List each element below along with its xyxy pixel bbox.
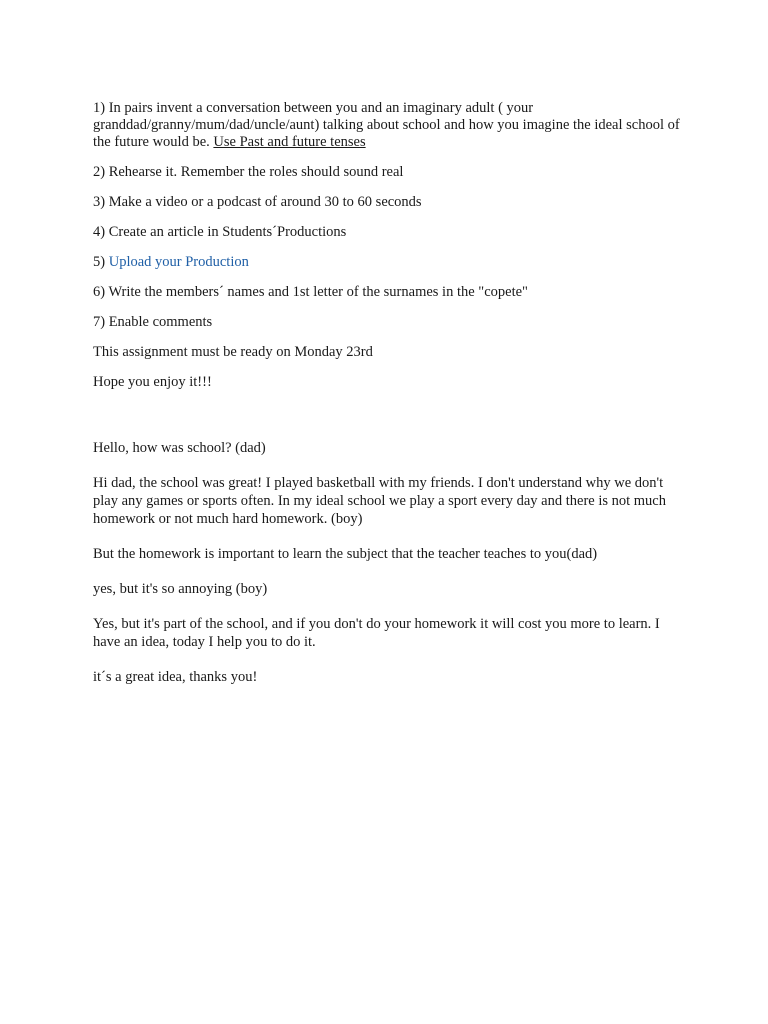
instruction-1-underlined: Use Past and future tenses [213,134,366,150]
instruction-5-prefix: 5) [93,254,109,270]
dialogue-line-3: But the homework is important to learn the subject that the teacher teaches to you(dad) [93,546,598,562]
instruction-7: 7) Enable comments [93,314,213,330]
instruction-3: 3) Make a video or a podcast of around 30 to 60 seconds [93,194,422,210]
section-spacer [93,404,683,439]
instruction-1 [93,100,683,151]
instruction-6: 6) Write the members´ names and 1st letter of the surnames in the "copete" [93,284,528,300]
instruction-4: 4) Create an article in Students´Productions [93,224,347,240]
dialogue-line-1: Hello, how was school? (dad) [93,440,266,456]
assignment-deadline: This assignment must be ready on Monday 23rd [93,344,373,360]
instruction-1-text: 1) In pairs invent a conversation between you and an imaginary adult ( your granddad/granny/mum/dad/uncle/aunt) talking about school and how you imagine the ideal school of the future would be. [93,100,680,150]
closing-note: Hope you enjoy it!!! [93,374,212,390]
instruction-2: 2) Rehearse it. Remember the roles should sound real [93,164,404,180]
upload-production-link[interactable]: Upload your Production [108,254,249,270]
dialogue-line-5: Yes, but it's part of the school, and if you don't do your homework it will cost you more to learn. I have an idea, today I help you to do it. [93,616,660,650]
instruction-5 [93,254,683,271]
dialogue-line-6: it´s a great idea, thanks you! [93,669,258,685]
dialogue-line-4: yes, but it's so annoying (boy) [93,581,268,597]
document-page [93,100,683,703]
dialogue-line-2: Hi dad, the school was great! I played basketball with my friends. I don't understand why we don't play any games or sports often. In my ideal school we play a sport every day and there is not much homework or not much hard homework. (boy) [93,475,666,527]
